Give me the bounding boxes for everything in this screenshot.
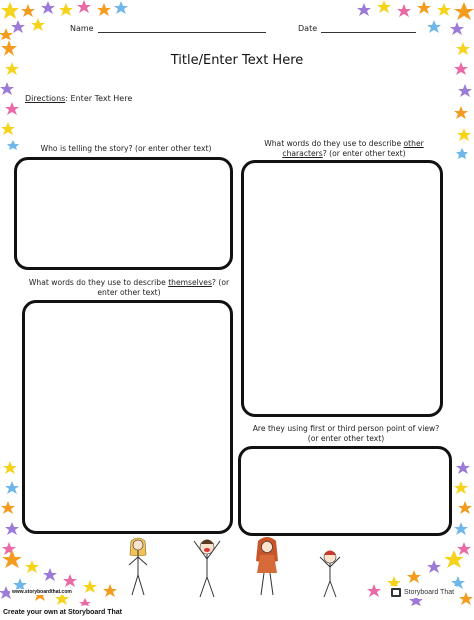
prompt-who-telling-text: Who is telling the story? (or enter other text) (40, 144, 212, 153)
figure-cheering-boy (194, 540, 220, 598)
footer-credit[interactable]: Create your own at Storyboard That (0, 606, 474, 620)
storyboard-logo-text: Storyboard That (404, 588, 455, 596)
date-field[interactable] (298, 24, 416, 33)
date-label: Date (298, 24, 318, 33)
box-themselves[interactable] (22, 300, 233, 534)
prompt-pov-line1: Are they using first or third person point of view? (252, 424, 440, 433)
page-title[interactable]: Title/Enter Text Here (170, 53, 304, 68)
box-pov[interactable] (238, 446, 452, 536)
character-figures (115, 535, 365, 601)
prompt-themselves-pre: What words do they use to describe (28, 278, 169, 287)
prompt-pov (238, 424, 454, 444)
date-line[interactable] (321, 24, 416, 33)
name-label: Name (70, 24, 94, 33)
prompt-themselves-u: themselves (168, 278, 212, 287)
directions-label: Directions (25, 94, 66, 103)
star-border-bottom-left (0, 546, 130, 606)
figure-blonde-girl (129, 538, 147, 595)
directions[interactable] (25, 94, 132, 103)
box-who-telling[interactable] (14, 157, 233, 270)
name-line[interactable] (98, 24, 266, 33)
figure-waving-kid (320, 551, 340, 598)
storyboard-logo-icon (391, 588, 401, 597)
prompt-who-telling (18, 144, 234, 154)
directions-text: : Enter Text Here (65, 94, 133, 103)
name-field[interactable] (70, 24, 266, 33)
box-other-characters[interactable] (241, 160, 443, 417)
prompt-other-pre: What words do they use to describe (264, 139, 404, 148)
prompt-pov-line2: (or enter other text) (307, 434, 385, 443)
storyboard-logo[interactable] (388, 586, 457, 598)
prompt-other-u2: characters (282, 149, 323, 158)
figure-redhead-girl (256, 537, 278, 595)
prompt-other-characters (244, 139, 444, 159)
prompt-other-u1: other (403, 139, 424, 148)
storyboard-url[interactable]: www.storyboardthat.com (12, 589, 72, 595)
star-border-left-top (0, 0, 22, 150)
prompt-themselves (18, 278, 240, 298)
star-border-right-top (452, 0, 474, 160)
prompt-other-post: ? (or enter other text) (322, 149, 406, 158)
prompt-themselves-post: ? (or enter other text) (97, 278, 230, 297)
